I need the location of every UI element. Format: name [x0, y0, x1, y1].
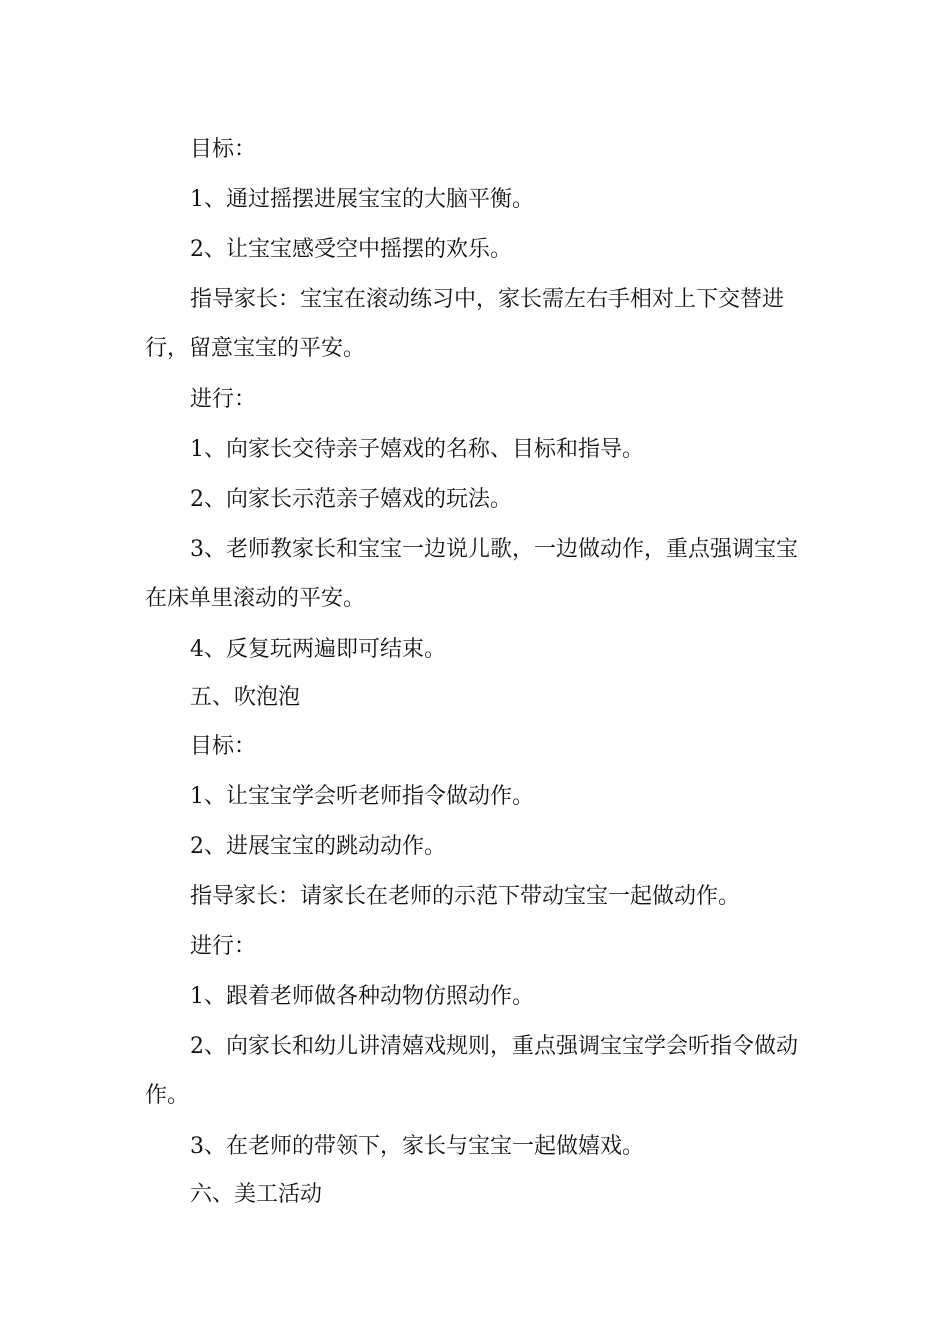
goal-item-3: 1、让宝宝学会听老师指令做动作。 — [190, 784, 534, 809]
procedure-item-4: 4、反复玩两遍即可结束。 — [190, 637, 446, 662]
heading-procedure-1: 进行： — [190, 387, 257, 412]
section-heading-bubbles: 五、吹泡泡 — [190, 685, 301, 710]
section-heading-art: 六、美工活动 — [190, 1182, 323, 1207]
procedure-item-2: 2、向家长示范亲子嬉戏的玩法。 — [190, 487, 512, 512]
parent-guidance-2: 指导家长：请家长在老师的示范下带动宝宝一起做动作。 — [190, 884, 741, 909]
procedure-item-6: 2、向家长和幼儿讲清嬉戏规则，重点强调宝宝学会听指令做动作。 — [145, 1034, 798, 1108]
parent-guidance-1: 指导家长：宝宝在滚动练习中，家长需左右手相对上下交替进行，留意宝宝的平安。 — [145, 287, 785, 361]
heading-goal-2: 目标： — [190, 734, 257, 759]
procedure-item-3: 3、老师教家长和宝宝一边说儿歌，一边做动作，重点强调宝宝在床单里滚动的平安。 — [145, 537, 798, 611]
heading-goal-1: 目标： — [190, 137, 257, 162]
procedure-item-7: 3、在老师的带领下，家长与宝宝一起做嬉戏。 — [190, 1134, 644, 1159]
procedure-item-1: 1、向家长交待亲子嬉戏的名称、目标和指导。 — [190, 437, 644, 462]
goal-item-1: 1、通过摇摆进展宝宝的大脑平衡。 — [190, 187, 534, 212]
goal-item-4: 2、进展宝宝的跳动动作。 — [190, 834, 446, 859]
heading-procedure-2: 进行： — [190, 934, 257, 959]
goal-item-2: 2、让宝宝感受空中摇摆的欢乐。 — [190, 237, 512, 262]
procedure-item-5: 1、跟着老师做各种动物仿照动作。 — [190, 984, 534, 1009]
